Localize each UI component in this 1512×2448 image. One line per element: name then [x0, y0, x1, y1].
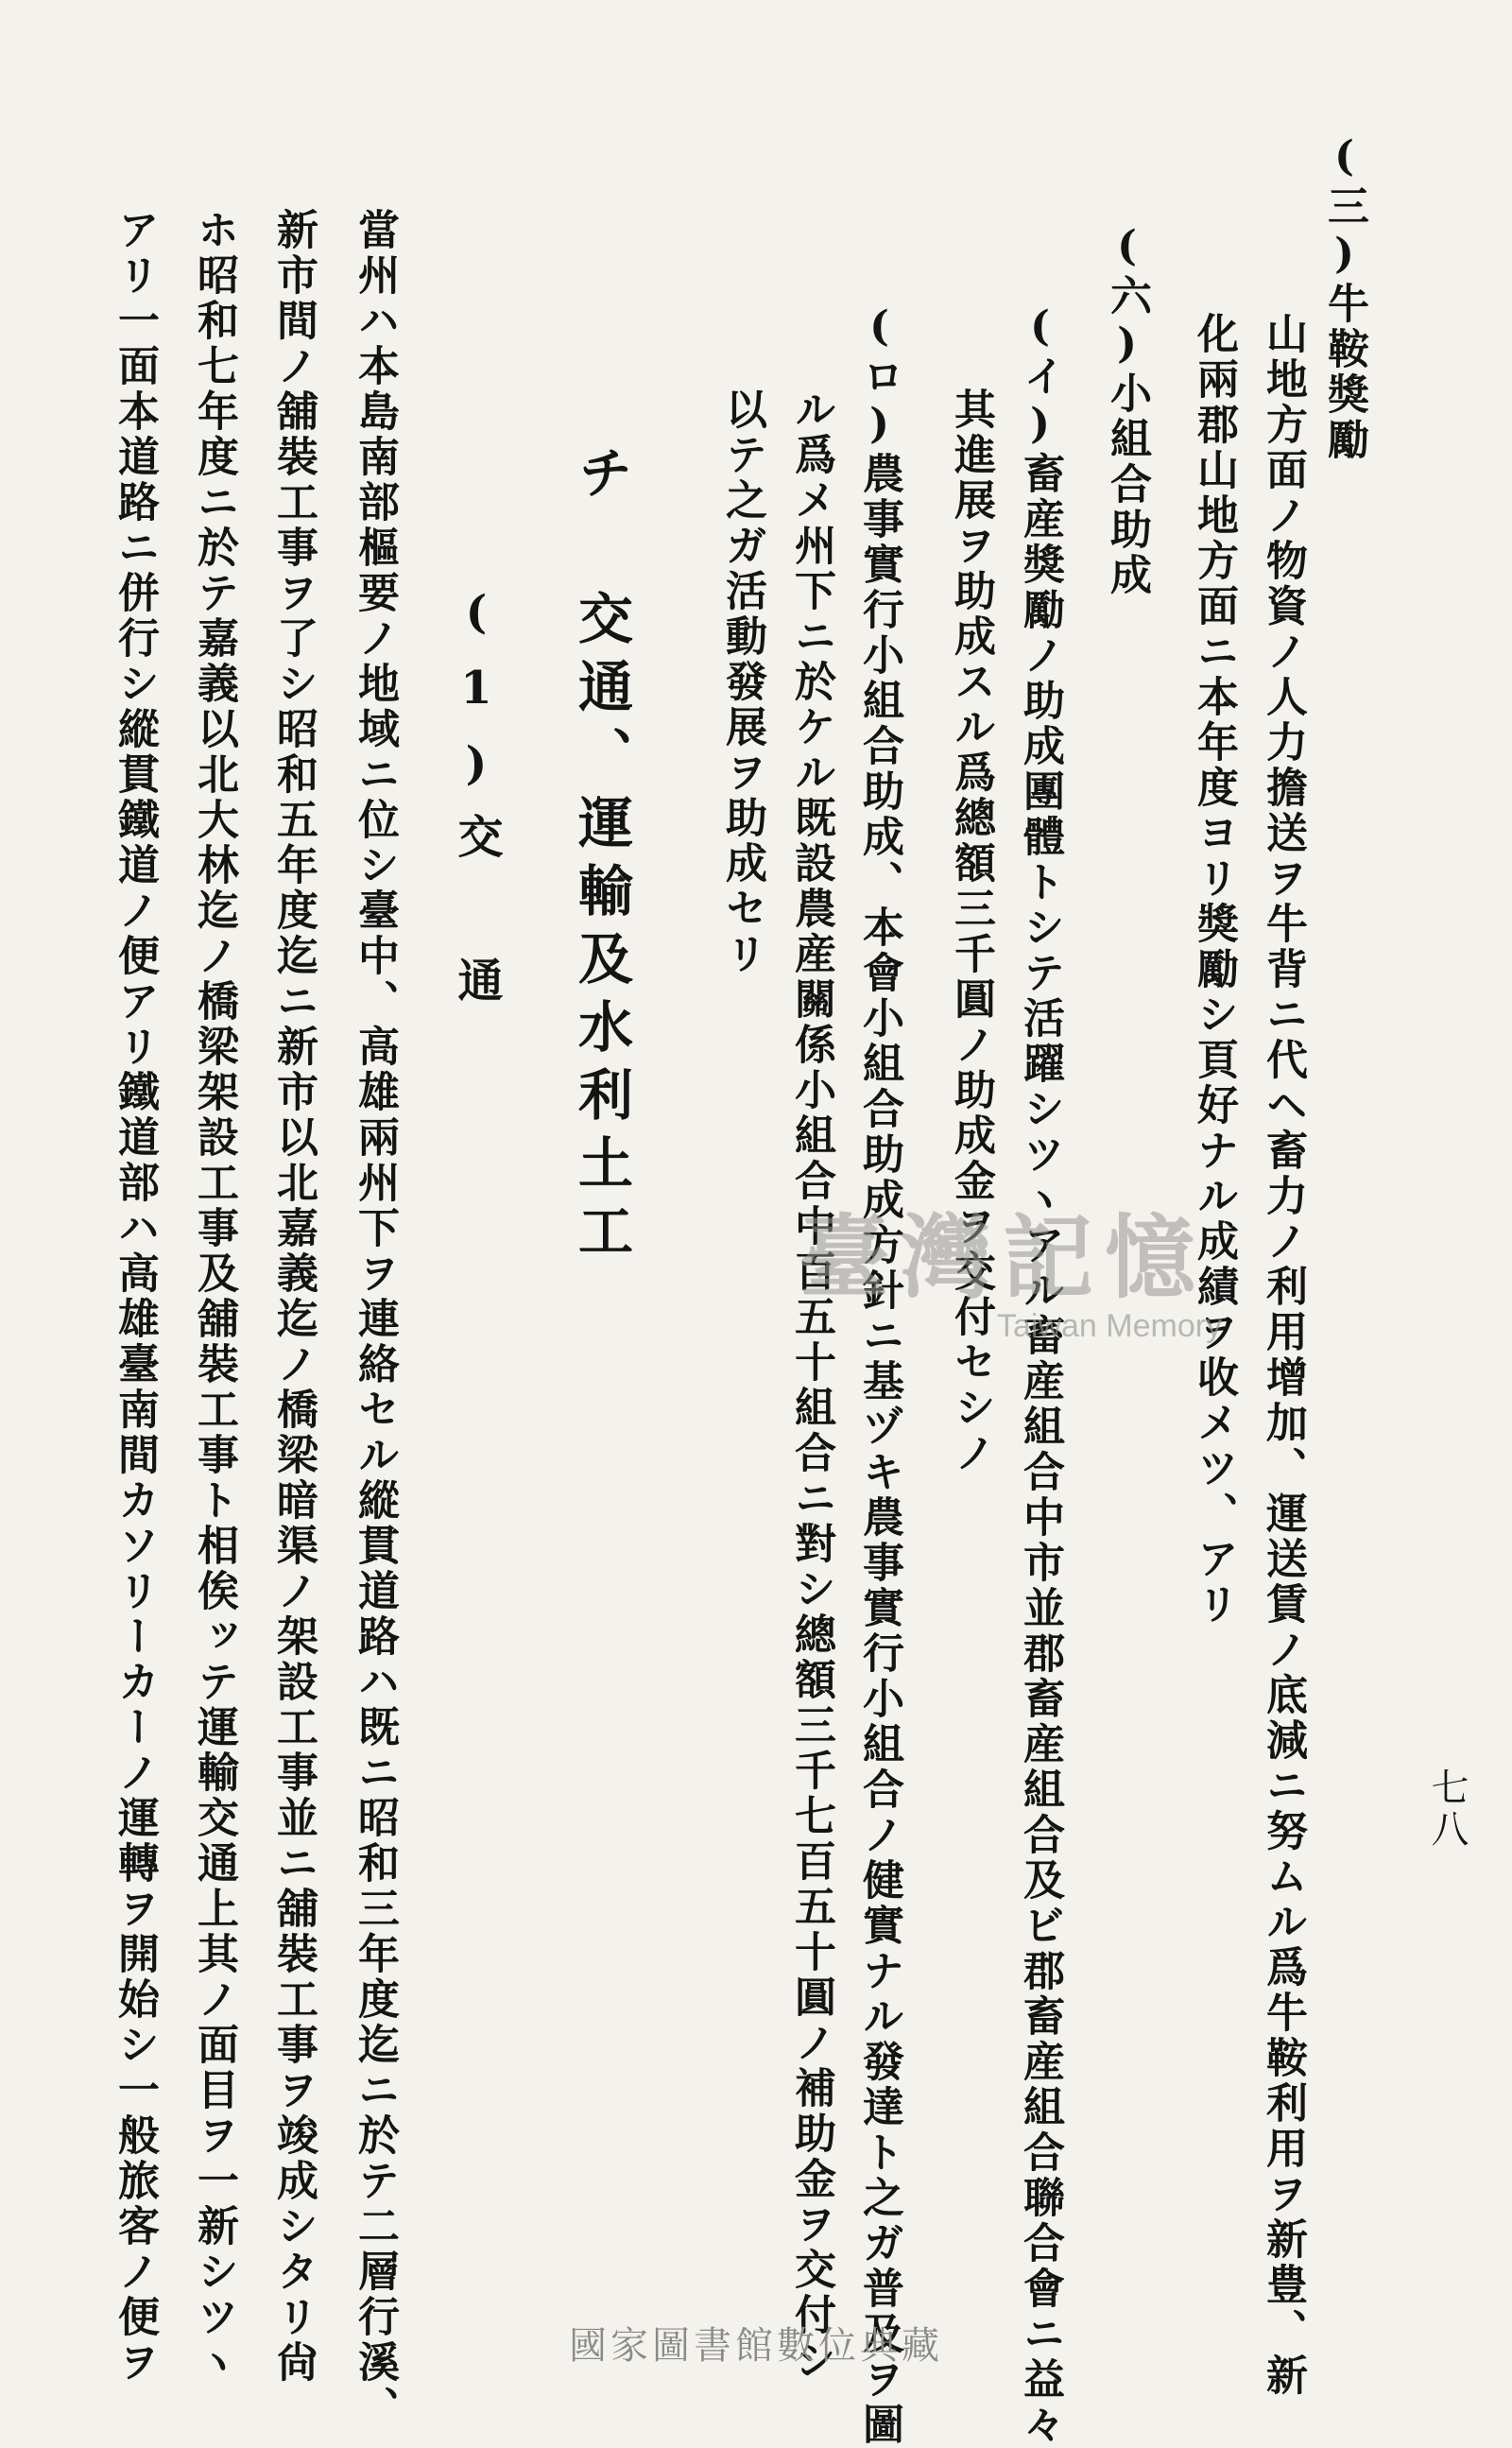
watermark-subtext: Taiwan Memory [997, 1308, 1223, 1344]
subsection-heading: (1)交 通 [450, 586, 503, 1025]
text-line: 以テ之ガ活動發展ヲ助成セリ [718, 388, 766, 977]
text-line: ル爲メ州下ニ於ケル既設農産關係小組合中百五十組合ニ對シ總額三千七百五十圓ノ補助金ヲ交付シ [787, 388, 835, 2384]
text-line: 新市間ノ舖裝工事ヲ了シ昭和五年度迄ニ新市以北嘉義迄ノ橋梁暗渠ノ架設工事並ニ舖裝工事ヲ竣成シタリ尙 [269, 208, 318, 2386]
footer-text: 國家圖書館數位典藏 [569, 2324, 943, 2368]
text-line: アリ一面本道路ニ併行シ縱貫鐵道ノ便アリ鐵道部ハ高雄臺南間カソリーカーノ運轉ヲ開始シ一般旅客ノ便ヲ [111, 208, 159, 2386]
text-line: ホ昭和七年度ニ於テ嘉義以北大林迄ノ橋梁架設工事及舖裝工事ト相俟ッテ運輸交通上其ノ面目ヲ一新シツヽ [190, 208, 238, 2386]
text-line: 化兩郡山地方面ニ本年度ヨリ獎勵シ頁好ナル成績ヲ收メツ、アリ [1190, 312, 1238, 1628]
text-line: (ロ)農事實行小組合助成、本會小組合助成方針ニ基ヅキ農事實行小組合ノ健實ナル發達ト之ガ普及ヲ圖 [855, 302, 903, 2448]
heading-small-association-aid: (六)小組合助成 [1103, 222, 1151, 598]
text-line: 其進展ヲ助成スル爲總額三千圓ノ助成金ヲ交付セシノ [947, 388, 995, 1476]
text-line: 當州ハ本島南部樞要ノ地域ニ位シ臺中、高雄兩州下ヲ連絡セル縱貫道路ハ既ニ昭和三年度迄ニ於テ二層行溪、 [351, 208, 399, 2431]
heading-ox-saddle: (三)牛鞍獎勵 [1320, 132, 1368, 463]
text-line: (イ)畜産獎勵ノ助成團體トシテ活躍シツヽアル畜産組合中市並郡畜産組合及ビ郡畜産組合聯合會ニ益々 [1016, 302, 1064, 2448]
section-heading: チ 交通、運輸及水利土工 [569, 444, 633, 1270]
page-number: 七八 [1425, 1767, 1469, 1851]
watermark-text: 臺灣記憶 [799, 1204, 1207, 1311]
text-line: 山地方面ノ物資ノ人力擔送ヲ牛背ニ代ヘ畜力ノ利用增加、運送賃ノ底減ニ努ムル爲牛鞍利用ヲ新豊、新 [1259, 312, 1307, 2399]
